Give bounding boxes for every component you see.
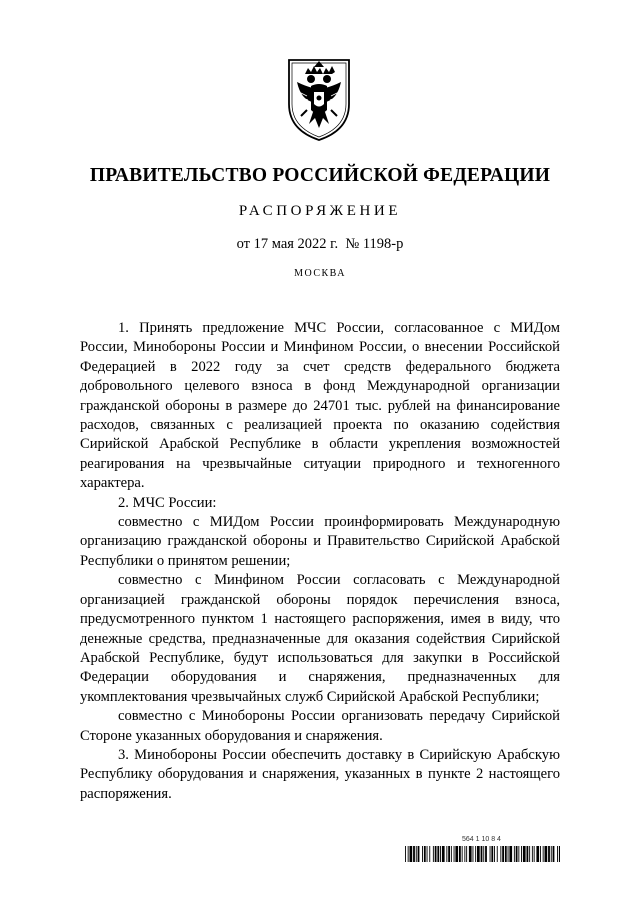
barcode — [405, 846, 560, 862]
document-date: от 17 мая 2022 г. — [236, 236, 339, 252]
paragraph-1: 1. Принять предложение МЧС России, согласованное с МИДом России, Минобороны России и Минфином России, о внесении Российской Федерацией в 2022 году за счет средств федерального бюджета добровольного целевого взноса в фонд Международной организации гражданской обороны в размере до 24701 тыс. рублей на финансирование расходов, связанных с реализацией проекта по оказанию содействия Сирийской Арабской Республике в области укрепления возможностей реагирования на чрезвычайные ситуации природного и техногенного характера. — [80, 320, 560, 492]
document-body — [80, 319, 560, 804]
barcode-number: 564 1 10 8 4 — [462, 836, 501, 843]
paragraph-2-item-3: совместно с Минобороны России организовать передачу Сирийской Стороне указанных оборудования и снаряжения. — [80, 708, 560, 744]
paragraph-2-heading: 2. МЧС России: — [118, 494, 217, 511]
document-date-line — [0, 236, 640, 253]
document-city: МОСКВА — [294, 268, 346, 279]
coat-of-arms-emblem — [283, 52, 355, 142]
paragraph-3: 3. Минобороны России обеспечить доставку в Сирийскую Арабскую Республику оборудования и снаряжения, указанных в пункте 2 настоящего распоряжения. — [80, 746, 560, 802]
government-title: ПРАВИТЕЛЬСТВО РОССИЙСКОЙ ФЕДЕРАЦИИ — [89, 165, 551, 186]
document-type: РАСПОРЯЖЕНИЕ — [238, 203, 402, 219]
paragraph-2-item-2: совместно с Минфином России согласовать с Международной организацией гражданской обороны порядок перечисления взноса, предусмотренного пунктом 1 настоящего распоряжения, имея в виду, что денежные средства, предназначенные для оказания содействия Сирийской Арабской Республике, будут использоваться для закупки в Российской Федерации оборудования и снаряжения, предназначенных для укомплектования чрезвычайных служб Сирийской Арабской Республики; — [80, 572, 560, 705]
paragraph-2-item-1: совместно с МИДом России проинформировать Международную организацию гражданской обороны и Правительство Сирийской Арабской Республики о принятом решении; — [80, 514, 560, 569]
document-number: № 1198-р — [345, 236, 404, 252]
